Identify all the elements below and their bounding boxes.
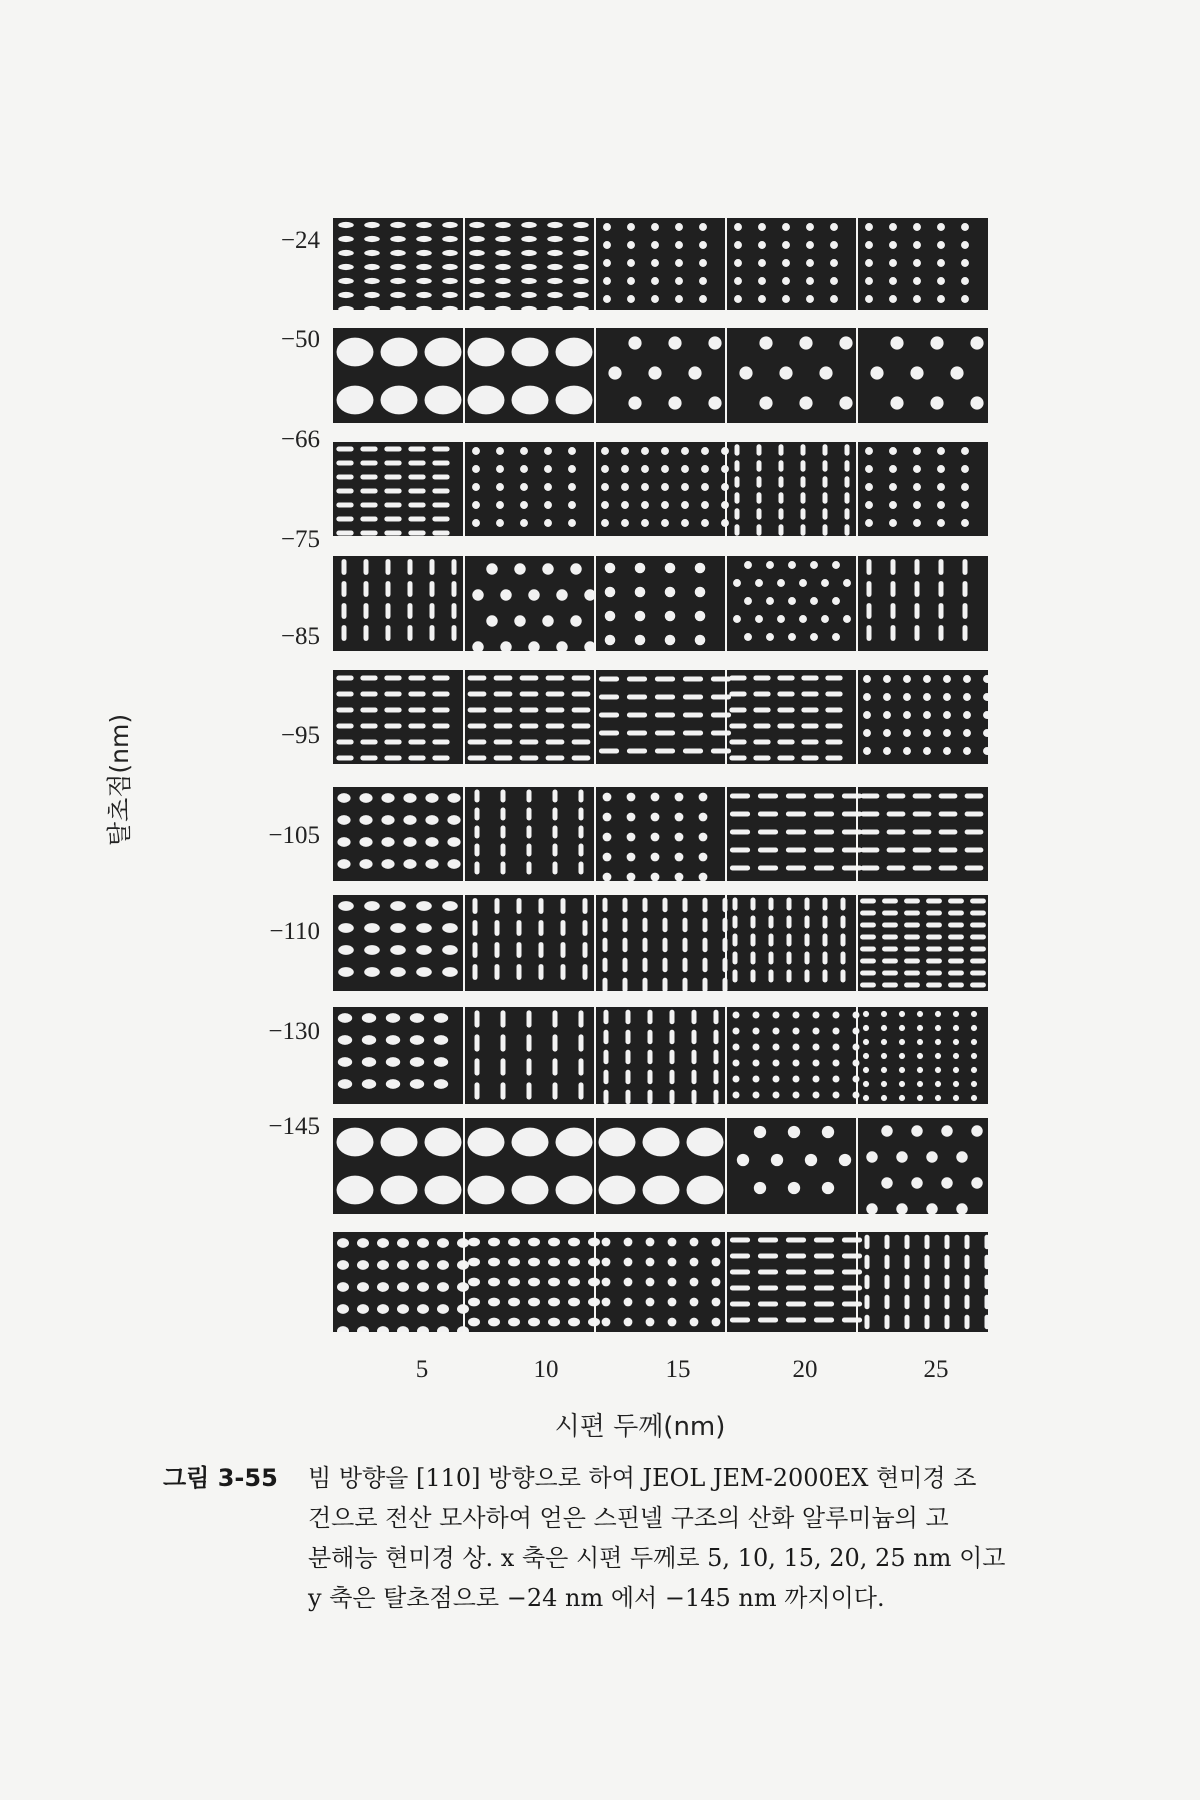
lattice-pattern <box>866 1125 982 1214</box>
lattice-pattern <box>337 338 462 415</box>
lattice-pattern <box>475 790 584 875</box>
lattice-pattern <box>734 223 838 303</box>
caption-line: 건으로 전산 모사하여 얻은 스핀넬 구조의 산화 알루미늄의 고 <box>308 1504 949 1532</box>
lattice-pattern <box>604 1010 719 1104</box>
lattice-pattern <box>337 793 460 869</box>
lattice-pattern <box>472 447 576 527</box>
row-label-defocus: −85 <box>280 623 320 650</box>
hrem-image-strip-defocus-50 <box>333 328 988 423</box>
row-label-defocus: −110 <box>269 918 320 945</box>
caption-line: 분해능 현미경 상. x 축은 시편 두께로 5, 10, 15, 20, 25 nm 이고 <box>308 1544 1006 1572</box>
lattice-pattern <box>870 336 983 409</box>
caption-line: 빔 방향을 [110] 방향으로 하여 JEOL JEM-2000EX 현미경 조 <box>308 1464 977 1492</box>
lattice-pattern <box>739 336 852 409</box>
lattice-pattern <box>733 898 846 983</box>
lattice-pattern <box>599 1128 724 1205</box>
lattice-pattern <box>603 223 707 303</box>
lattice-pattern <box>475 1010 584 1099</box>
hrem-image-strip-defocus-24 <box>333 218 988 310</box>
row-label-defocus: −105 <box>268 822 320 849</box>
lattice-pattern <box>865 223 969 303</box>
lattice-pattern <box>338 222 458 310</box>
lattice-pattern <box>863 675 988 755</box>
lattice-pattern <box>735 444 850 536</box>
lattice-pattern <box>342 559 457 641</box>
lattice-pattern <box>733 561 851 641</box>
lattice-pattern <box>468 676 591 761</box>
row-label-defocus: −130 <box>268 1018 320 1045</box>
hrem-image-strip-defocus-75 <box>333 556 988 651</box>
caption-label: 그림 3-55 <box>163 1464 278 1492</box>
lattice-pattern <box>863 1011 977 1101</box>
lattice-pattern <box>599 677 731 754</box>
lattice-pattern <box>601 447 729 527</box>
row-label-defocus: −50 <box>280 326 320 353</box>
lattice-pattern <box>472 563 595 651</box>
hrem-image-strip-defocus-130 <box>333 1118 988 1214</box>
lattice-pattern <box>732 1011 859 1098</box>
lattice-pattern <box>865 1235 989 1329</box>
row-label-defocus: −66 <box>280 426 320 453</box>
x-tick-label: 25 <box>923 1356 949 1383</box>
caption-body <box>308 1458 1053 1618</box>
lattice-pattern <box>473 898 588 980</box>
lattice-pattern <box>336 676 449 761</box>
lattice-pattern <box>468 1128 593 1205</box>
row-label-defocus: −75 <box>280 526 320 553</box>
lattice-pattern <box>730 794 862 871</box>
lattice-pattern <box>865 447 969 527</box>
lattice-pattern <box>337 1238 469 1332</box>
lattice-pattern <box>737 1126 851 1194</box>
lattice-pattern <box>336 447 449 536</box>
lattice-pattern <box>338 901 458 977</box>
hrem-image-strip-defocus-95 <box>333 787 988 881</box>
x-tick-label: 15 <box>665 1356 691 1383</box>
hrem-image-strip-defocus-145 <box>333 1232 988 1332</box>
x-tick-label: 5 <box>415 1356 429 1383</box>
y-axis-title: 탈초점(nm) <box>105 713 134 847</box>
lattice-pattern <box>337 1128 462 1205</box>
lattice-pattern <box>729 676 842 761</box>
lattice-pattern <box>605 563 706 646</box>
hrem-image-strip-defocus-105 <box>333 895 988 991</box>
hrem-image-strip-defocus-85 <box>333 670 988 764</box>
x-tick-label: 10 <box>533 1356 559 1383</box>
lattice-pattern <box>860 899 986 988</box>
lattice-pattern <box>469 222 589 310</box>
lattice-pattern <box>861 794 984 871</box>
x-tick-label: 20 <box>792 1356 818 1383</box>
caption-line: y 축은 탈초점으로 −24 nm 에서 −145 nm 까지이다. <box>308 1584 885 1612</box>
lattice-pattern <box>608 336 721 409</box>
lattice-pattern <box>867 559 968 641</box>
lattice-pattern <box>468 1238 600 1327</box>
lattice-pattern <box>603 898 728 991</box>
x-axis-title: 시편 두께(nm) <box>554 1412 726 1442</box>
row-label-defocus: −95 <box>280 722 320 749</box>
row-label-defocus: −145 <box>268 1113 320 1140</box>
row-label-defocus: −24 <box>280 227 320 254</box>
hrem-image-strip-defocus-110 <box>333 1007 988 1104</box>
lattice-pattern <box>468 338 593 415</box>
lattice-pattern <box>602 1238 721 1327</box>
lattice-pattern <box>603 793 708 881</box>
lattice-pattern <box>338 1013 448 1089</box>
hrem-image-strip-defocus-66 <box>333 442 988 536</box>
lattice-pattern <box>730 1238 862 1323</box>
